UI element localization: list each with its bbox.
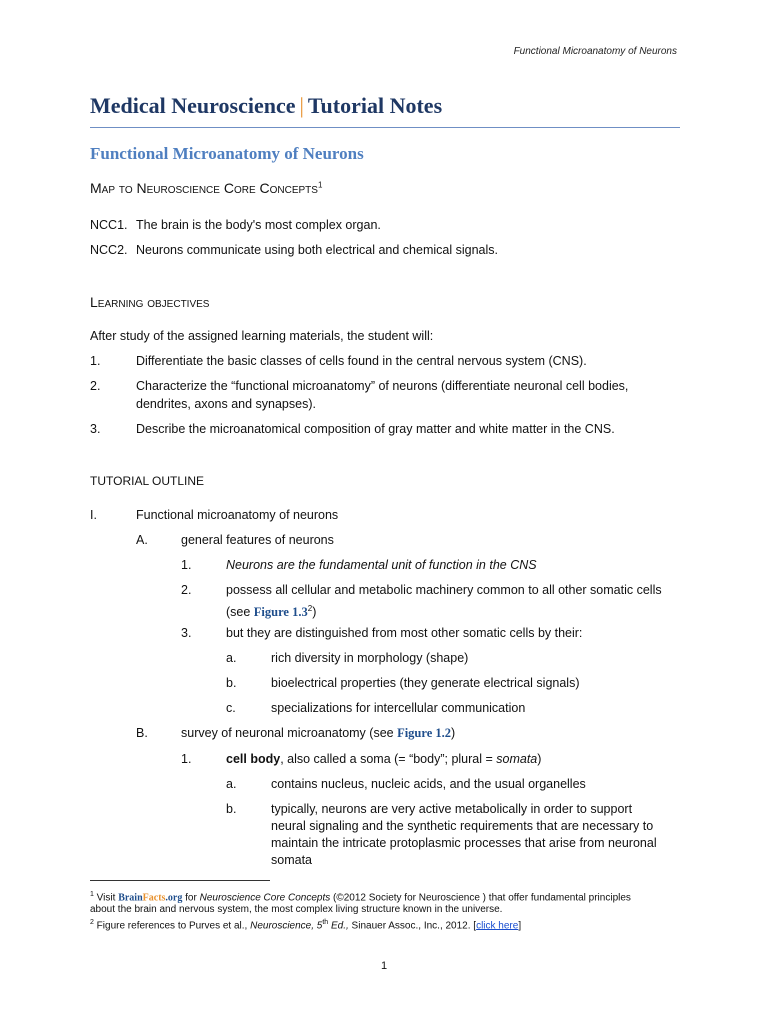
footnote-1-rest: (©2012 Society for Neuroscience ) that offer fundamental principles (330, 892, 631, 904)
outline-a2-text-line1: possess all cellular and metabolic machinery common to all other somatic cells (226, 583, 662, 597)
outline-b-text (181, 725, 455, 742)
outline-b1-plural: somata (496, 752, 538, 766)
outline-b1-post: ) (537, 752, 542, 766)
outline-a3a-label: a. (226, 651, 237, 665)
outline-i-text: Functional microanatomy of neurons (136, 508, 339, 522)
outline-a3-label: 3. (181, 626, 192, 640)
ncc2-text: Neurons communicate using both electrical and chemical signals. (136, 243, 498, 257)
outline-a2-label: 2. (181, 583, 192, 597)
footnote-1-visit: Visit (93, 892, 119, 904)
outline-b1-text (226, 751, 541, 768)
footnote-2-ed: Ed., (328, 920, 349, 932)
brainfacts-org: .org (165, 892, 183, 904)
brainfacts-facts: Facts (142, 892, 166, 904)
outline-b1b-text-line3: maintain the intricate protoplasmic processes that arise from neuronal (271, 836, 657, 850)
outline-a2-see: (see (226, 605, 254, 620)
footnote-2 (90, 916, 690, 933)
outline-a2-close: ) (312, 605, 317, 620)
objective-3-text: Describe the microanatomical composition of gray matter and white matter in the CNS. (136, 422, 615, 436)
page-number: 1 (380, 960, 388, 972)
outline-a3b-label: b. (226, 676, 237, 690)
footnote-2-close: ] (518, 920, 522, 932)
outline-b1a-text: contains nucleus, nucleic acids, and the usual organelles (271, 777, 586, 791)
brainfacts-brain: Brain (118, 892, 143, 904)
objective-3-number: 3. (90, 422, 101, 436)
map-heading-footnote-mark: 1 (317, 180, 323, 190)
outline-a2-text-line2 (226, 600, 316, 621)
objective-2-text-line2: dendrites, axons and synapses). (136, 397, 316, 411)
outline-b1b-text-line2: neural signaling and the synthetic requirements that are necessary to (271, 819, 654, 833)
outline-a1-text: Neurons are the fundamental unit of function in the CNS (226, 558, 537, 572)
outline-a-label: A. (136, 533, 148, 547)
outline-b1-label: 1. (181, 752, 192, 766)
objective-1-text: Differentiate the basic classes of cells found in the central nervous system (CNS). (136, 354, 587, 368)
learning-objectives-heading: Learning objectives (90, 294, 210, 310)
outline-b-post: ) (451, 726, 456, 740)
outline-a3-text: but they are distinguished from most other somatic cells by their: (226, 626, 583, 640)
footnote-1-for: for (182, 892, 200, 904)
footnote-2-mark: 2 (90, 919, 94, 926)
outline-a-text: general features of neurons (181, 533, 334, 547)
footnote-1-line2: about the brain and nervous system, the most complex living structure known in the universe. (90, 904, 503, 915)
ncc1-label: NCC1. (90, 218, 128, 232)
ncc2-label: NCC2. (90, 243, 128, 257)
footnote-2-book: Neuroscience, 5 (250, 920, 323, 932)
objective-2-text-line1: Characterize the “functional microanatomy” of neurons (differentiate neuronal cell bodies, (136, 379, 629, 393)
title-doc-type: Tutorial Notes (307, 93, 443, 118)
section-title: Functional Microanatomy of Neurons (90, 144, 364, 163)
ncc1-text: The brain is the body's most complex organ. (136, 218, 381, 232)
outline-a1-label: 1. (181, 558, 192, 572)
click-here-link[interactable]: click here (476, 920, 519, 932)
outline-i-label: I. (90, 508, 97, 522)
outline-b1-pre: , also called a soma (= “body”; plural = (280, 752, 497, 766)
outline-a3a-text: rich diversity in morphology (shape) (271, 651, 469, 665)
running-header: Functional Microanatomy of Neurons (513, 46, 677, 57)
footnote-2-ed-sup: th (322, 919, 329, 926)
figure-1-2-link[interactable]: Figure 1.2 (397, 726, 452, 740)
outline-a3b-text: bioelectrical properties (they generate electrical signals) (271, 676, 580, 690)
map-heading (90, 180, 322, 196)
objectives-intro: After study of the assigned learning materials, the student will: (90, 329, 434, 343)
outline-b1-term: cell body (226, 752, 281, 766)
footnote-2-post: Sinauer Assoc., Inc., 2012. [ (348, 920, 477, 932)
brainfacts-link[interactable] (118, 892, 182, 903)
footnote-divider (90, 880, 270, 881)
outline-b-pre: survey of neuronal microanatomy (see (181, 726, 398, 740)
outline-a3c-label: c. (226, 701, 236, 715)
map-heading-text: Map to Neuroscience Core Concepts (90, 180, 318, 196)
title-course: Medical Neuroscience (90, 93, 296, 118)
document-title (90, 93, 680, 128)
objective-1-number: 1. (90, 354, 101, 368)
outline-b1b-text-line1: typically, neurons are very active metabolically in order to support (271, 802, 633, 816)
footnote-2-pre: Figure references to Purves et al., (93, 920, 251, 932)
footnote-1-ncc: Neuroscience Core Concepts (199, 892, 331, 904)
title-separator: | (299, 93, 304, 118)
outline-b1b-label: b. (226, 802, 237, 816)
outline-b1a-label: a. (226, 777, 237, 791)
outline-a2-footnote-mark: 2 (307, 604, 313, 613)
figure-1-3-link[interactable]: Figure 1.3 (253, 605, 308, 620)
outline-b1b-text-line4: somata (271, 853, 312, 867)
tutorial-outline-heading: TUTORIAL OUTLINE (90, 474, 205, 488)
footnote-1-mark: 1 (90, 891, 94, 898)
objective-2-number: 2. (90, 379, 101, 393)
outline-a3c-text: specializations for intercellular communication (271, 701, 526, 715)
outline-b-label: B. (136, 726, 148, 740)
